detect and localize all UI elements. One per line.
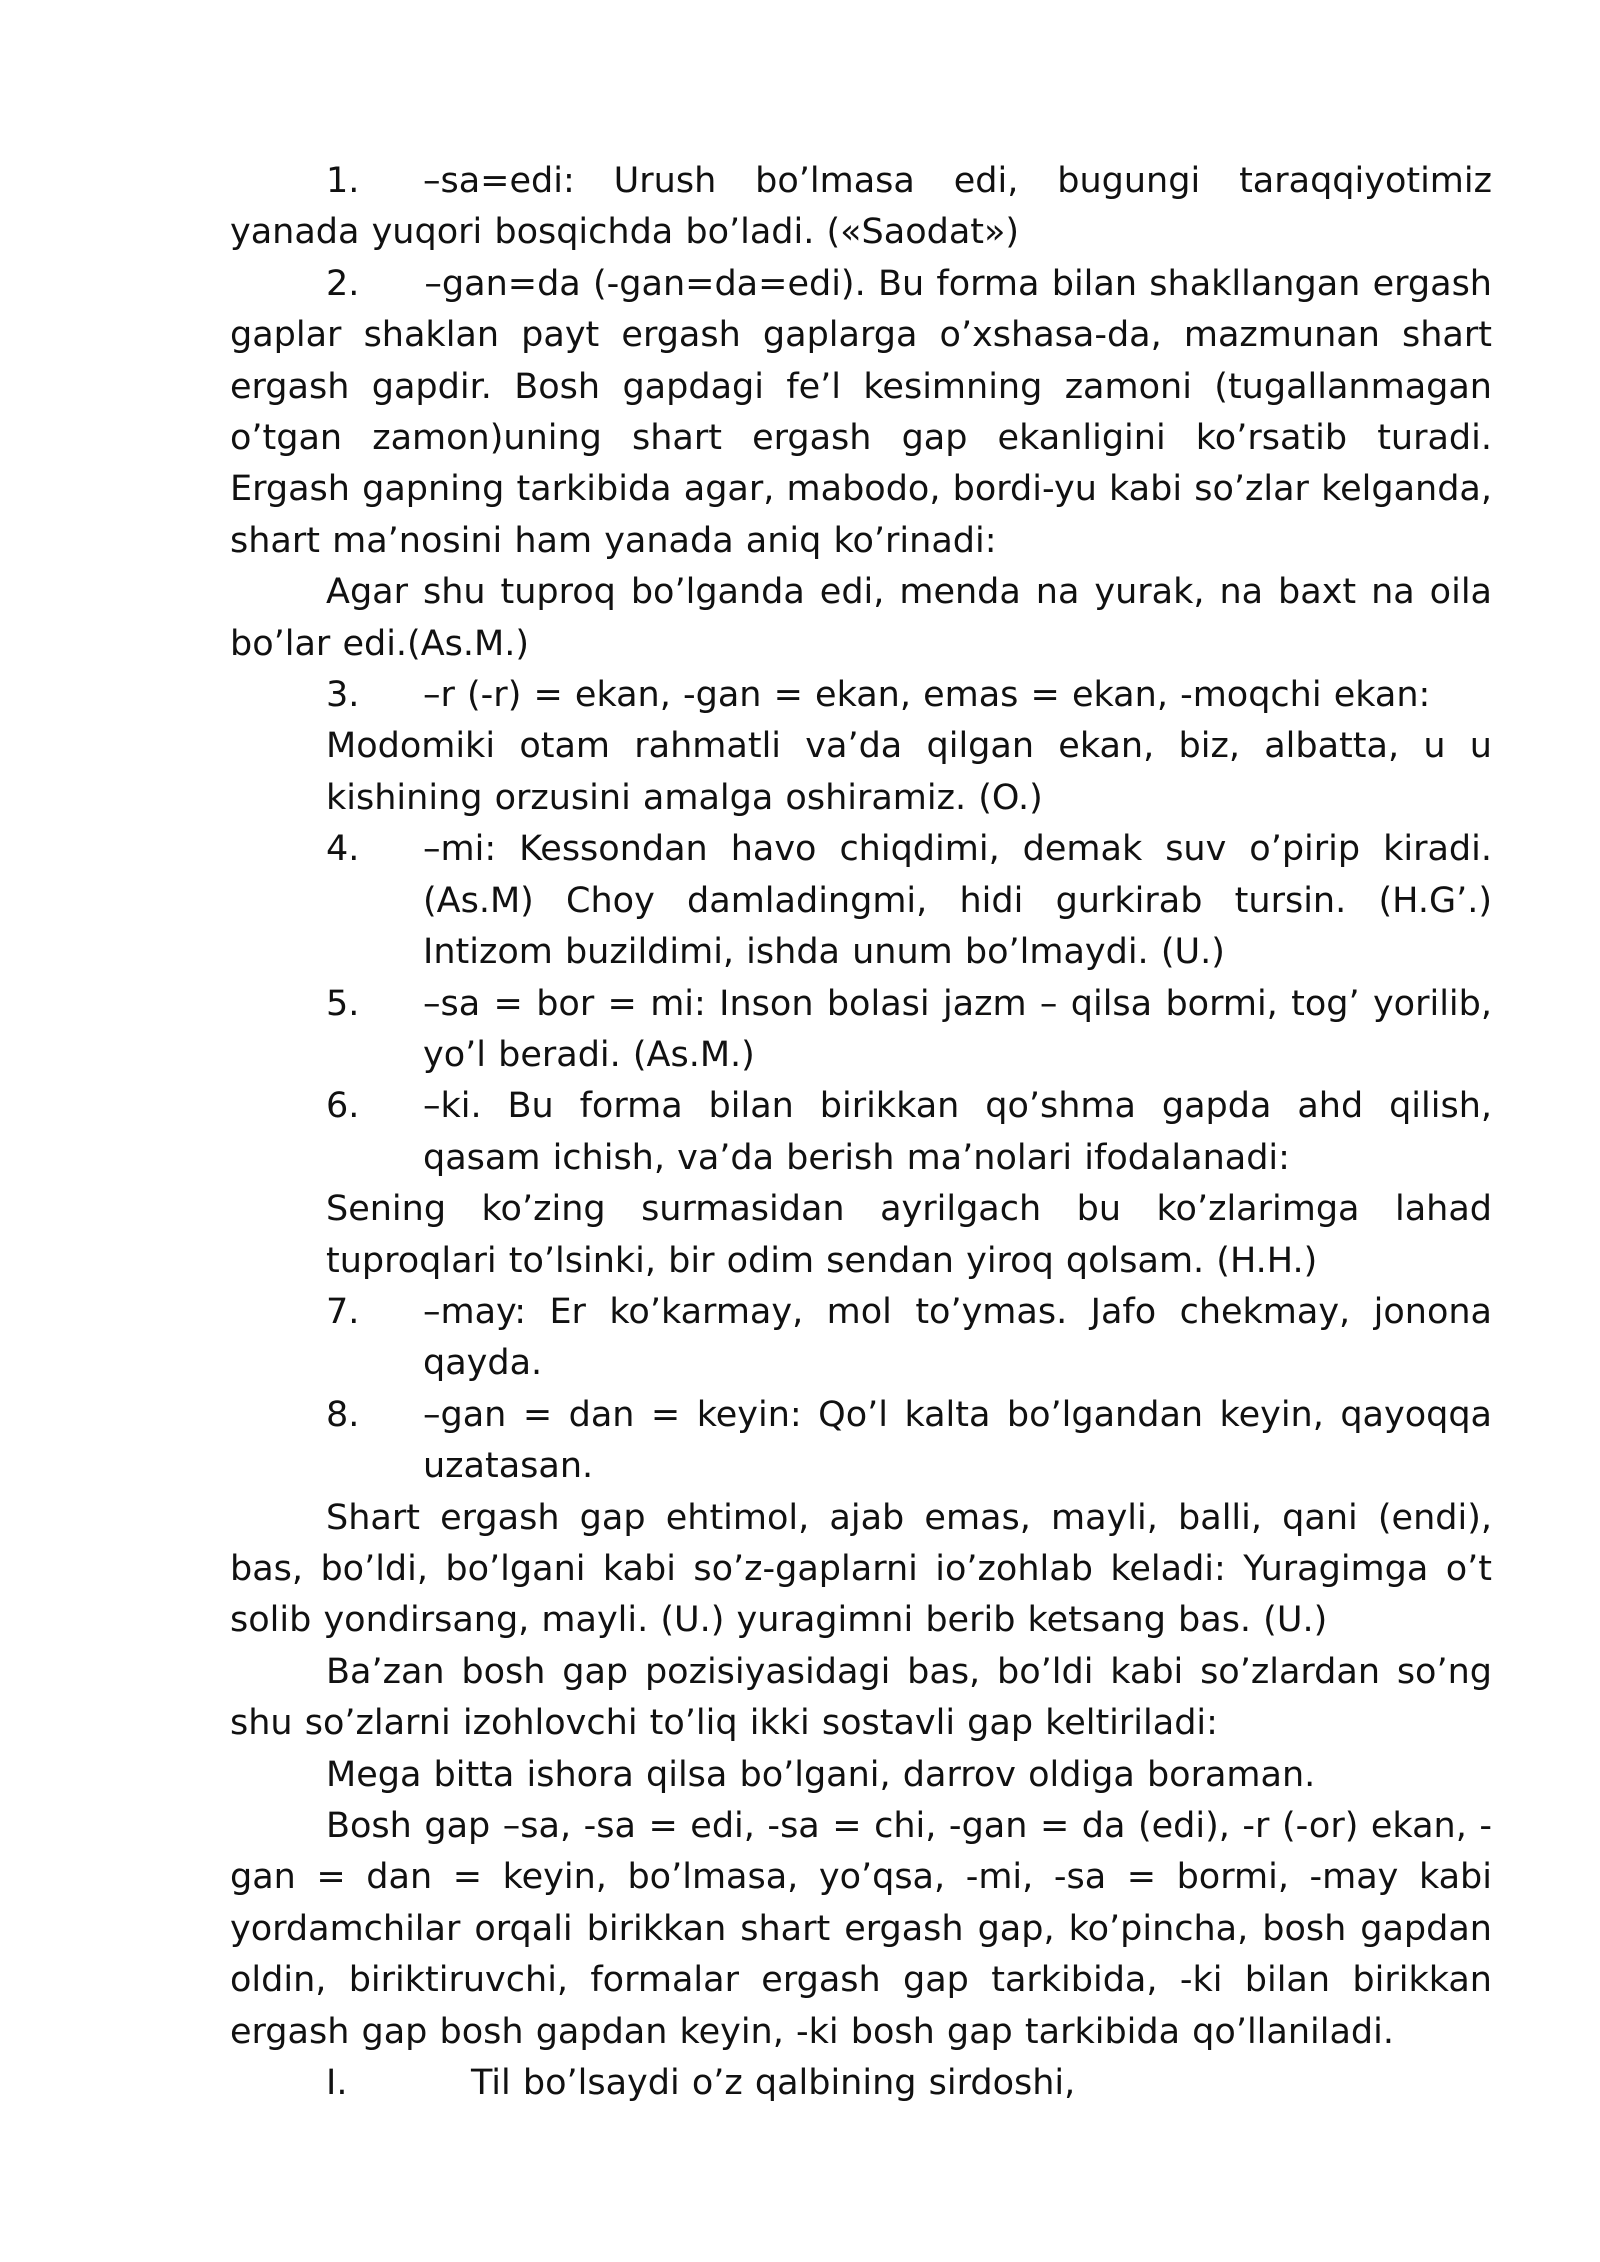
paragraph-item-5 [230,979,1492,1082]
paragraph-roman-1 [230,2058,1492,2109]
paragraph-item-7 [230,1287,1492,1390]
paragraph-example-4: Mega bitta ishora qilsa bo’lgani, darrov oldiga boraman. [326,1754,1316,1795]
paragraph-item-4 [230,824,1492,978]
paragraph-text: –r (-r) = ekan, -gan = ekan, emas = ekan, -moqchi ekan: [423,675,1431,716]
list-number: 3. [326,675,360,716]
paragraph-body-2: Ba’zan bosh gap pozisiyasidagi bas, bo’ldi kabi so’zlardan so’ng shu so’zlarni izohlovchi to’liq ikki sostavli gap keltiriladi: [230,1651,1492,1744]
paragraph-item-8 [230,1390,1492,1493]
list-number: 2. [326,263,360,304]
list-number: 7. [326,1291,360,1332]
paragraph-text: Til bo’lsaydi o’z qalbining sirdoshi, [471,2063,1076,2104]
paragraph-example-2: Modomiki otam rahmatli va’da qilgan ekan, biz, albatta, u u kishining orzusini amalga oshiramiz. (O.) [326,726,1492,818]
paragraph-text: –gan = dan = keyin: Qo’l kalta bo’lgandan keyin, qayoqqa uzatasan. [423,1394,1492,1487]
paragraph-text: –gan=da (-gan=da=edi). Bu forma bilan shakllangan ergash gaplar shaklan payt ergash gaplarga o’xshasa-da, mazmunan shart ergash gapdir. Bosh gapdagi fe’l kesimning zamoni (tugallanmagan o’tgan zamon)uning shart ergash gap ekanligini ko’rsatib turadi. Ergash gapning tarkibida agar, mabodo, bordi-yu kabi so’zlar kelganda, shart ma’nosini ham yanada aniq ko’rinadi: [230,263,1492,561]
paragraph-text: –sa=edi: Urush bo’lmasa edi, bugungi taraqqiyotimiz [423,161,1492,201]
list-number: 4. [326,829,360,870]
document-page [230,156,1492,2109]
paragraph-text: –may: Er ko’karmay, mol to’ymas. Jafo chekmay, jonona qayda. [423,1291,1492,1384]
paragraph-text: –sa = bor = mi: Inson bolasi jazm – qilsa bormi, tog’ yorilib, yo’l beradi. (As.M.) [423,983,1492,1075]
paragraph-text: –ki. Bu forma bilan birikkan qo’shma gapda ahd qilish, qasam ichish, va’da berish ma’nolari ifodalanadi: [423,1086,1492,1178]
list-number: 1. [326,161,360,201]
list-number: 8. [326,1394,360,1435]
paragraph-item-3 [230,670,1492,721]
paragraph-body-3: Bosh gap –sa, -sa = edi, -sa = chi, -gan = da (edi), -r (-or) ekan, -gan = dan = keyin, bo’lmasa, yo’qsa, -mi, -sa = bormi, -may kabi yordamchilar orqali birikkan shart ergash gap, ko’pincha, bosh gapdan oldin, biriktiruvchi, formalar ergash gap tarkibida, -ki bilan birikkan ergash gap bosh gapdan keyin, -ki bosh gap tarkibida qo’llaniladi. [230,1806,1492,2052]
paragraph-item-1 [230,156,1492,259]
paragraph-example-3: Sening ko’zing surmasidan ayrilgach bu ko’zlarimga lahad tuproqlari to’lsinki, bir odim sendan yiroq qolsam. (H.H.) [326,1189,1492,1281]
paragraph-item-2 [230,259,1492,567]
list-number: 6. [326,1086,360,1127]
paragraph-item-6 [230,1081,1492,1184]
paragraph-example-1: Agar shu tuproq bo’lganda edi, menda na yurak, na baxt na oila bo’lar edi.(As.M.) [230,572,1492,664]
paragraph-body-1: Shart ergash gap ehtimol, ajab emas, mayli, balli, qani (endi), bas, bo’ldi, bo’lgani kabi so’z-gaplarni io’zohlab keladi: Yuragimga o’t solib yondirsang, mayli. (U.) yuragimni berib ketsang bas. (U.) [230,1497,1492,1641]
paragraph-text: –mi: Kessondan havo chiqdimi, demak suv o’pirip kiradi. (As.M) Choy damladingmi, hidi gurkirab tursin. (H.G’.) Intizom buzildimi, ishda unum bo’lmaydi. (U.) [423,829,1492,973]
list-number: I. [326,2063,348,2104]
paragraph-text: yanada yuqori bosqichda bo’ladi. («Saodat») [230,212,1020,253]
list-number: 5. [326,983,360,1024]
